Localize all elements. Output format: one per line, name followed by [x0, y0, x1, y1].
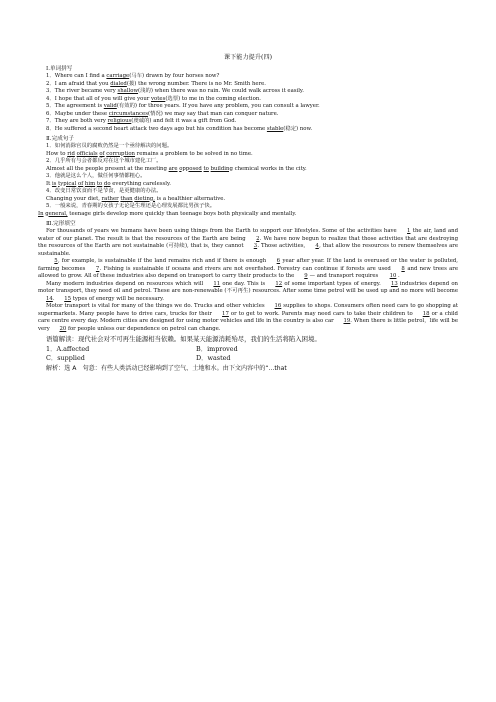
- blank-13: 13: [390, 280, 398, 287]
- question-1-8: 8．He suffered a second heart attack two days ago but his condition has become stable(稳定) now.: [46, 125, 313, 132]
- section-1: [38, 73, 458, 133]
- section-2: [38, 143, 458, 218]
- answer: religious: [107, 118, 132, 124]
- question-2-4-cn: 4．改变日常饮食而不是节食，是更健康的办法。: [46, 188, 162, 194]
- answer-analysis: 解析：选 A 句意：有些人类活动已经影响到了空气、土地和水。由下文内容中的“...that: [46, 364, 287, 372]
- answer: stable: [266, 125, 284, 132]
- answer: circumstances: [108, 110, 148, 117]
- blank-1: 1: [407, 228, 411, 234]
- cloze-paragraph-2: 5, for example, is sustainable if the land remains rich and if there is enough 6 year after year. If the land is overused or the water is polluted, farming becomes 7. Fishing is sustainable if oceans and rivers are not overfished. Forestry can continue if forests are used 8 and new trees are allowed to grow. All of these industries also depend on transport to carry their products to the 9 — and transport requires 10 .: [38, 258, 458, 279]
- section-1-heading: Ⅰ.单词拼写: [46, 66, 73, 72]
- question-2-4: Changing your diet, rather than dieting, is a healthier alternative.: [46, 195, 226, 202]
- answer: votes: [151, 95, 166, 102]
- cloze-paragraph-3: Many modern industries depend on resources which will 11 one day. This is 12 of some important types of energy. 13 industries depend on motor transport, they need oil and petrol. These are non-renewable (不可再生) resources. After some time petrol will be used up and no more will become 14. 15 types of energy will be necessary.: [38, 280, 458, 302]
- question-2-5-cn: 5．一般来说，青春期的女孩子无论是生理还是心理发展都比男孩子快。: [46, 203, 216, 209]
- blank-20: 20: [59, 325, 67, 332]
- question-1-2: 2．I am afraid that you dialed(拨) the wrong number. There is no Mr. Smith here.: [46, 80, 266, 87]
- blank-7: 7: [95, 265, 100, 272]
- question-2-3: It is typical of him to do everything carelessly.: [46, 180, 172, 187]
- answer: valid: [103, 103, 117, 109]
- blank-2: 2: [256, 235, 260, 242]
- blank-14: 14: [46, 295, 53, 302]
- question-1-3: 3．The river became very shallow(浅的) when there was no rain. We could walk across it easily.: [46, 88, 304, 94]
- blank-10: 10: [389, 273, 397, 279]
- blank-16: 16: [274, 303, 282, 309]
- cloze-passage: [38, 228, 458, 333]
- cloze-paragraph-4: Motor transport is vital for many of the things we do. Trucks and other vehicles 16 supplies to shops. Consumers often need cars to go shopping at supermarkets. Many people have to drive cars, trucks for their 17 or to get to work. Parents may need cars to take their children to 18 or a child care centre every day. Modern cities are designed for using motor vehicles and life in the country is also car 19. When there is little petrol，life will be very 20 for people unless our dependence on petrol can change.: [38, 303, 459, 332]
- answer: shallow: [117, 88, 139, 94]
- section-3-heading: Ⅲ.完形填空: [46, 221, 76, 227]
- blank-4: 4: [315, 243, 319, 249]
- answer-options: [38, 345, 458, 363]
- cloze-paragraph-1: For thousands of years we humans have been using things from the Earth to support our lifestyles. Some of the activities have 1 the air, land and water of our planet. The result is that the resources of the Earth are being 2. We have now begun to realize that those activities that are destroying the resources of the Earth are not sustainable (可持续), that is, they cannot 3. Those activities, 4, that allow the resources to renew themselves are sustainable.: [38, 228, 459, 257]
- question-1-6: 6．Maybe under these circumstances(情况) we may say that man can conquer nature.: [46, 110, 279, 117]
- option-a: 1．A.affected: [46, 344, 90, 353]
- blank-19: 19: [343, 318, 351, 324]
- question-2-2: Almost all the people present at the meeting are opposed to building chemical works in the city.: [46, 165, 307, 172]
- blank-9: 9: [304, 273, 308, 279]
- section-2-heading: Ⅱ.完成句子: [46, 136, 74, 142]
- blank-15: 15: [64, 295, 72, 302]
- question-2-2-cn: 2．几乎所有与会者都反对在这个城市建化工厂。: [46, 158, 162, 164]
- blank-12: 12: [275, 280, 283, 287]
- page-title: 课下能力提升(四): [223, 54, 273, 61]
- answer: dialed: [110, 80, 127, 87]
- blank-5: 5: [54, 258, 58, 264]
- question-2-1: How to rid officials of corruption remains a problem to be solved in no time.: [46, 150, 253, 157]
- question-1-7: 7．They are both very religious(虔诚的) and felt it was a gift from God.: [46, 118, 237, 124]
- passage-summary: 语篇解读：现代社会对不可再生能源相当依赖。如果某天能源消耗殆尽，我们的生活将陷入困境。: [46, 335, 321, 343]
- question-2-3-cn: 3．他就是这么个人，做任何事情都粗心。: [46, 173, 146, 179]
- blank-11: 11: [213, 280, 221, 287]
- option-b: B．improved: [196, 344, 238, 353]
- blank-3: 3: [253, 243, 258, 249]
- blank-8: 8: [401, 265, 405, 272]
- blank-6: 6: [276, 258, 281, 264]
- question-2-1-cn: 1．如何消除官员的腐败仍然是一个亟待解决的问题。: [46, 143, 173, 149]
- option-d: D．wasted: [196, 353, 231, 362]
- question-1-5: 5．The agreement is valid(有效的) for three years. If you have any problem, you can consult a lawyer.: [46, 103, 320, 109]
- option-c: C．supplied: [46, 353, 85, 362]
- question-1-1: 1．Where can I find a carriage(马车) drawn by four horses now?: [46, 73, 220, 79]
- question-1-4: 4．I hope that all of you will give your votes(选票) to me in the coming election.: [46, 95, 261, 102]
- blank-18: 18: [422, 310, 430, 317]
- answer: carriage: [106, 73, 130, 79]
- question-2-5: In general, teenage girls develop more quickly than teenage boys both physically and mentally.: [38, 210, 297, 217]
- blank-17: 17: [222, 310, 229, 317]
